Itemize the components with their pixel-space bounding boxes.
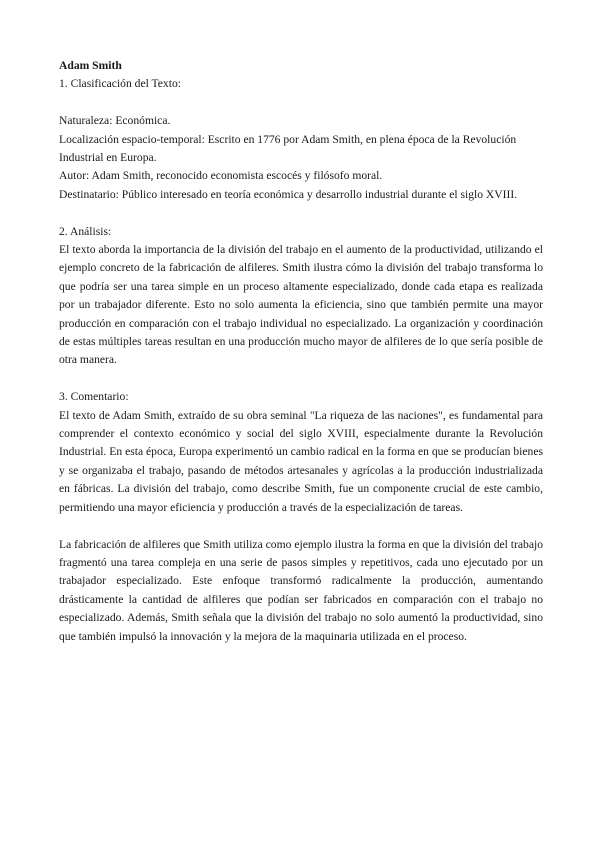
comentario-paragraph-1: El texto de Adam Smith, extraído de su obra seminal "La riqueza de las naciones", es fundamental para comprender el contexto económico y social del siglo XVIII, especialmente durante la Revolución Industrial. En esta época, Europa experimentó un cambio radical en la forma en que se producían bienes y se organizaba el trabajo, pasando de métodos artesanales y agrícolas a la producción industrializada en fábricas. La división del trabajo, como describe Smith, fue un componente crucial de este cambio, permitiendo una mayor eficiencia y producción a través de la especialización de tareas. xyxy=(59,408,543,514)
spacer xyxy=(59,517,543,535)
section1-heading: 1. Clasificación del Texto: xyxy=(59,77,181,91)
section2-heading: 2. Análisis: xyxy=(59,224,112,238)
spacer xyxy=(59,204,543,222)
destinatario-line: Destinatario: Público interesado en teoría económica y desarrollo industrial durante el siglo XVIII. xyxy=(59,187,518,201)
autor-line: Autor: Adam Smith, reconocido economista escocés y filósofo moral. xyxy=(59,169,383,183)
comentario-paragraph-2: La fabricación de alfileres que Smith utiliza como ejemplo ilustra la forma en que la división del trabajo fragmentó una tarea compleja en una serie de pasos simples y repetitivos, cada uno ejecutado por un trabajador especializado. Este enfoque transformó radicalmente la producción, aumentando drásticamente la cantidad de alfileres que podían ser fabricados en comparación con el trabajo no especializado. Además, Smith señala que la división del trabajo no solo aumentó la productividad, sino que también impulsó la innovación y la mejora de la maquinaria utilizada en el proceso. xyxy=(59,537,543,643)
analisis-paragraph: El texto aborda la importancia de la división del trabajo en el aumento de la productividad, utilizando el ejemplo concreto de la fabricación de alfileres. Smith ilustra cómo la división del trabajo transforma lo que podría ser una tarea simple en un proceso altamente especializado, donde cada etapa es realizada por un trabajador diferente. Esto no solo aumenta la eficiencia, sino que también permite una mayor producción en comparación con el trabajo individual no especializado. La organización y coordinación de estas múltiples tareas resultan en una producción mucho mayor de alfileres de lo que sería posible de otra manera. xyxy=(59,243,543,367)
section3-heading: 3. Comentario: xyxy=(59,390,129,404)
document-page xyxy=(59,57,543,646)
spacer xyxy=(59,94,543,112)
naturaleza-line: Naturaleza: Económica. xyxy=(59,114,171,128)
spacer xyxy=(59,370,543,388)
localizacion-line: Localización espacio-temporal: Escrito en 1776 por Adam Smith, en plena época de la Revolución Industrial en Europa. xyxy=(59,132,517,165)
document-title: Adam Smith xyxy=(59,59,122,72)
